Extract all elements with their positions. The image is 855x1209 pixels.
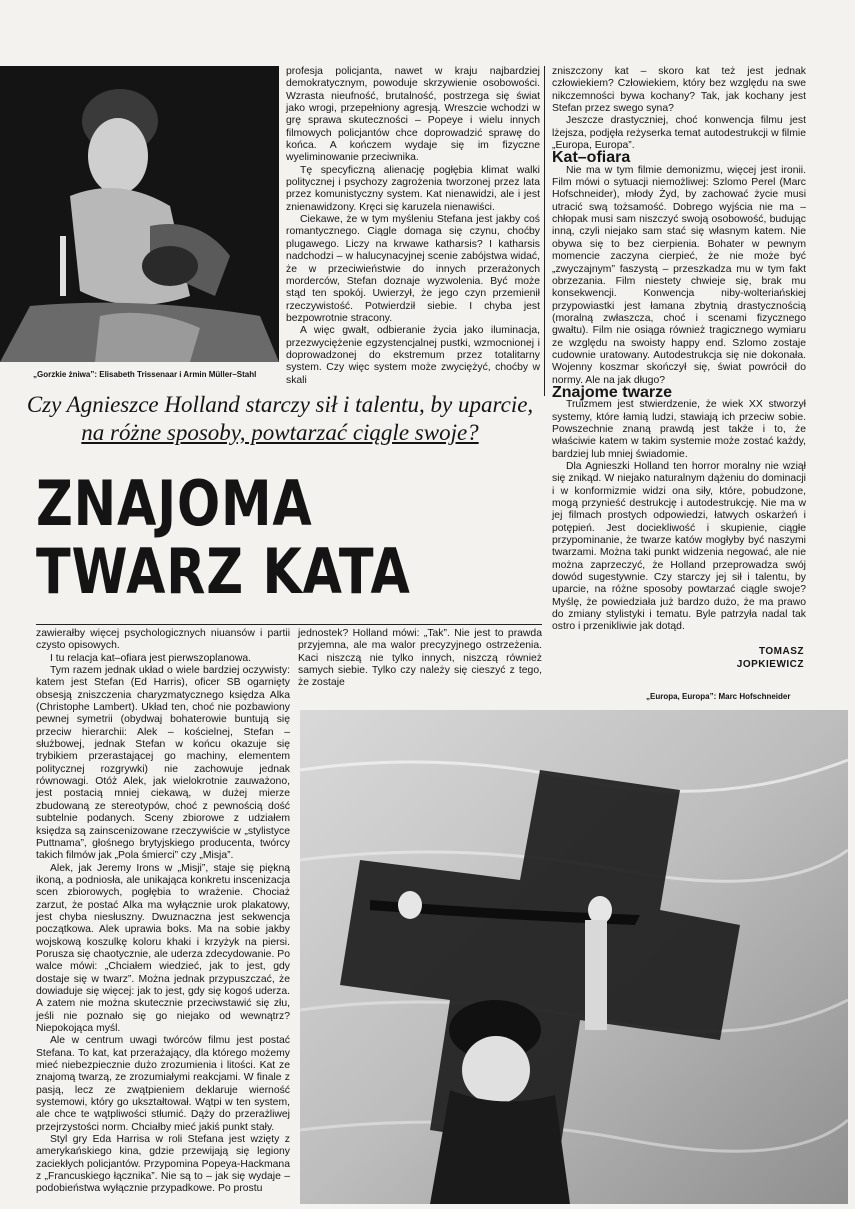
paragraph: zawierałby więcej psychologicznych niuansów i partii czysto opisowych. <box>36 628 290 652</box>
deck-line-2-text: na różne sposoby, powtarzać ciągle swoje? <box>81 420 479 445</box>
paragraph: Styl gry Eda Harrisa w roli Stefana jest wzięty z amerykańskiego kina, gdzie przewijają się legiony zaciekłych policjantów. Przypomina Popeya-Hackmana z „Francuskiego łącznika”. Nie są to – jak się wydaje – podobieństwa wyłącznie przypadkowe. Po prostu <box>36 1134 290 1195</box>
deck-line-2 <box>20 419 540 447</box>
headline <box>36 467 411 608</box>
paragraph: Jeszcze drastyczniej, choć konwencja filmu jest lżejsza, podjęła reżyserka temat autodestrukcji w filmie „Europa, Europa”. <box>552 115 806 152</box>
paragraph: jednostek? Holland mówi: „Tak”. Nie jest to prawda przyjemna, ale ma walor precyzyjnego ostrzeżenia. Kaci niszczą nie tylko innych, niszczą również samych siebie. Tylko czy należy się cieszyć z tego, że zostaje <box>298 628 542 689</box>
paragraph: zniszczony kat – skoro kat też jest jednak człowiekiem? Człowiekiem, który bez względu na swe nikczemności bywa kochany? Tak, jak kochany jest Stefan przez swego syna? <box>552 66 806 115</box>
paragraph: Nie ma w tym filmie demonizmu, więcej jest ironii. Film mówi o sytuacji niemożliwej: Szlomo Perel (Marc Hofschneider), młody Żyd, by zachować życie musi utracić swą tożsamość. Dobrego wyjścia nie ma – chłopak musi sam niszczyć swoją osobowość, budując inną, czyli niejako sam stać się własnym katem. Nie obywa się to bez cierpienia. Bohater w pewnym momencie zaczyna cierpieć, że nie może być „zwyczajnym” faszystą – przeszkadza mu w tym fakt obrzezania. Film niestety chwieje się, brak mu konsekwencji. Konwencja niby-wolteriańskiej przypowiastki jest łamana zbytnią drastycznością (moralną zwłaszcza, choć i scenami fizycznego gwałtu). Film nie osiąga również tragicznego wymiaru ze względu na swoisty happy end. Szlomo zostaje cudownie uratowany. Autodestrukcja się nie dokonała. Wojenny koszmar skończył się, świat powrócił do normy. Ale na jak długo? <box>552 164 806 386</box>
photo-gorzkie-zniwa <box>0 66 279 362</box>
headline-rule <box>36 624 542 625</box>
author-first-name: TOMASZ <box>758 646 804 657</box>
headline-line-1: ZNAJOMA <box>36 467 313 540</box>
photo-europa-europa <box>300 710 848 1204</box>
paragraph: A więc gwałt, odbieranie życia jako iluminacja, przezwyciężenie egzystencjalnej pustki, wzmocnionej i doprowadzonej do ekstremum przez totalitarny system. Czy więc system może zwyciężyć, choćby w skali <box>286 325 540 386</box>
paragraph: Truizmem jest stwierdzenie, że wiek XX stworzył systemy, które łamią ludzi, stawiają ich przeciw sobie. Powszechnie znaną prawdą jest także i to, że właściwie katem w takim systemie może zostać każdy, bardziej lub mniej świadomie. <box>552 399 806 460</box>
subheading-znajome-twarze: Znajome twarze <box>552 383 673 401</box>
column-right <box>552 66 806 633</box>
column-divider <box>544 66 545 396</box>
paragraph: profesja policjanta, nawet w kraju najbardziej demokratycznym, powoduje skrzywienie osobowości. Wzrasta nieufność, brutalność, postrzega się świat jako wrogi, przepełniony agresją. Wreszcie wchodzi w grę sprawa skuteczności – Popeye i wielu innych filmowych policjantów chce doprowadzić sprawę do końca. A kończem wydaje się im fizyczne wyeliminowanie przeciwnika. <box>286 66 540 164</box>
paragraph: Tę specyficzną alienację pogłębia klimat walki politycznej i psychozy zagrożenia tworzonej przez lata przez komunistyczny system. Kat nienawidzi, ale i jest znienawidzony. Kręci się karuzela nienawiści. <box>286 164 540 213</box>
column-left <box>36 628 290 1196</box>
photo-europa-europa-image <box>300 710 848 1204</box>
column-middle-bottom <box>298 628 542 704</box>
headline-line-2: TWARZ KATA <box>36 535 411 608</box>
deck-line-1: Czy Agnieszce Holland starczy sił i talentu, by uparcie, <box>26 392 534 417</box>
paragraph: Ciekawe, że w tym myśleniu Stefana jest jakby coś romantycznego. Ciągle domaga się czynu, choćby plugawego. Liczy na krwawe katharsis? I katharsis nadchodzi – w halucynacyjnej scenie zabójstwa widać, że w przeciwieństwie do innych przerażonych morderców, Stefan doznaje wyzwolenia. Być może stąd ten spokój. Uwierzył, że jego czyn przemienił rzeczywistość. Potwierdził siebie. I chyba jest bezpowrotnie stracony. <box>286 214 540 324</box>
author-last-name: JOPKIEWICZ <box>736 659 804 670</box>
deck <box>20 391 540 447</box>
photo-bottom-caption: „Europa, Europa”: Marc Hofschneider <box>646 692 791 701</box>
photo-top-caption: „Gorzkie żniwa”: Elisabeth Trissenaar i Armin Müller–Stahl <box>33 370 257 379</box>
paragraph: Alek, jak Jeremy Irons w „Misji”, staje się piękną ikoną, a podniosła, ale unikająca konkretu inscenizacja scen zbiorowych, pogłębia to wrażenie. Chociaż zarzut, że postać Alka ma wyłącznie urok plakatowy, jest chyba niesłuszny. Dwuznaczna jest sekwencja początkowa. Alek uprawia boks. Ma na sobie jakby wojskową koszulkę koloru khaki i krzyżyk na piersi. Porusza się chaotycznie, ale uderza zdecydowanie. Po walce mówi: „Chciałem wiedzieć, jak to jest, gdy dostaje się w twarz”. Można jednak przypuszczać, że dowiaduje się więcej: jak to jest, gdy się kogoś uderza. A zatem nie można skutecznie przeciwstawić się złu, jeśli nie poznało się go niejako od wewnątrz? Niepokojąca myśl. <box>36 862 290 1034</box>
paragraph: Tym razem jednak układ o wiele bardziej oczywisty: katem jest Stefan (Ed Harris), oficer SB ogarnięty obsesją zniszczenia charyzmatycznego księdza Alka (Christophe Lambert). Układ ten, choć nie pozbawiony pewnej symetrii (obydwaj bohaterowie buntują się przeciw hierarchii: Alek – kościelnej, Stefan – służbowej, jednak Stefan w końcu okazuje się trybikiem przerastającej go machiny, elementem politycznej rozgrywki) nie zachowuje jednak równowagi. Otóż Alek, jak wielokrotnie zauważono, jest postacią mniej ciekawą, w dużej mierze zbudowaną ze stereotypów, choć z pewnością dość subtelnie podanych. Sceny zbiorowe z udziałem księdza są zainscenizowane rzeczywiście w „stylistyce Puttnama”, głośnego brytyjskiego producenta, twórcy takich filmów jak „Pola śmierci” czy „Misja”. <box>36 665 290 862</box>
paragraph: I tu relacja kat–ofiara jest pierwszoplanowa. <box>50 652 251 664</box>
photo-gorzkie-zniwa-image <box>0 66 279 362</box>
subheading-kat-ofiara: Kat–ofiara <box>552 149 631 167</box>
paragraph: Ale w centrum uwagi twórców filmu jest postać Stefana. To kat, kat przerażający, dla którego możemy mieć niebezpiecznie dużo zrozumienia i litości. Kat ze znajomą twarzą, ze zrozumiałymi reakcjami. W finale z pasją, lecz ze zwątpieniem deklaruje wierność systemowi, który go ukształtował. Wątpi w ten system, ale chce te wątpliwości stłumić. Dąży do przerażliwej przejrzystości norm. Chciałby mieć jakiś punkt stały. <box>36 1035 290 1133</box>
paragraph: Dla Agnieszki Holland ten horror moralny nie wziął się znikąd. W niejako naturalnym dążeniu do dominacji i w konformizmie widzi ona siły, które, pobudzone, mogą przynieść destrukcję i autodestrukcję. Nie ma w jej filmach prostych odpowiedzi, łatwych oskarżeń i potępień. Jest dociekliwość i skupienie, ciągłe przypominanie, że twarze katów mogłyby być naszymi twarzami. Można taki punkt widzenia negować, ale nie można zaprzeczyć, że Holland przeprowadza swój dowód sugestywnie. Czy starczy jej sił i talentu, by uparcie, na różne sposoby powtarzać ciągle swoje? Myślę, że powiedziała już bardzo dużo, że ma prawo do zmiany stylistyki i tematu. Byle patrzyła nadal tak ostro i przenikliwie jak dotąd. <box>552 461 806 633</box>
column-middle-top <box>286 66 540 386</box>
